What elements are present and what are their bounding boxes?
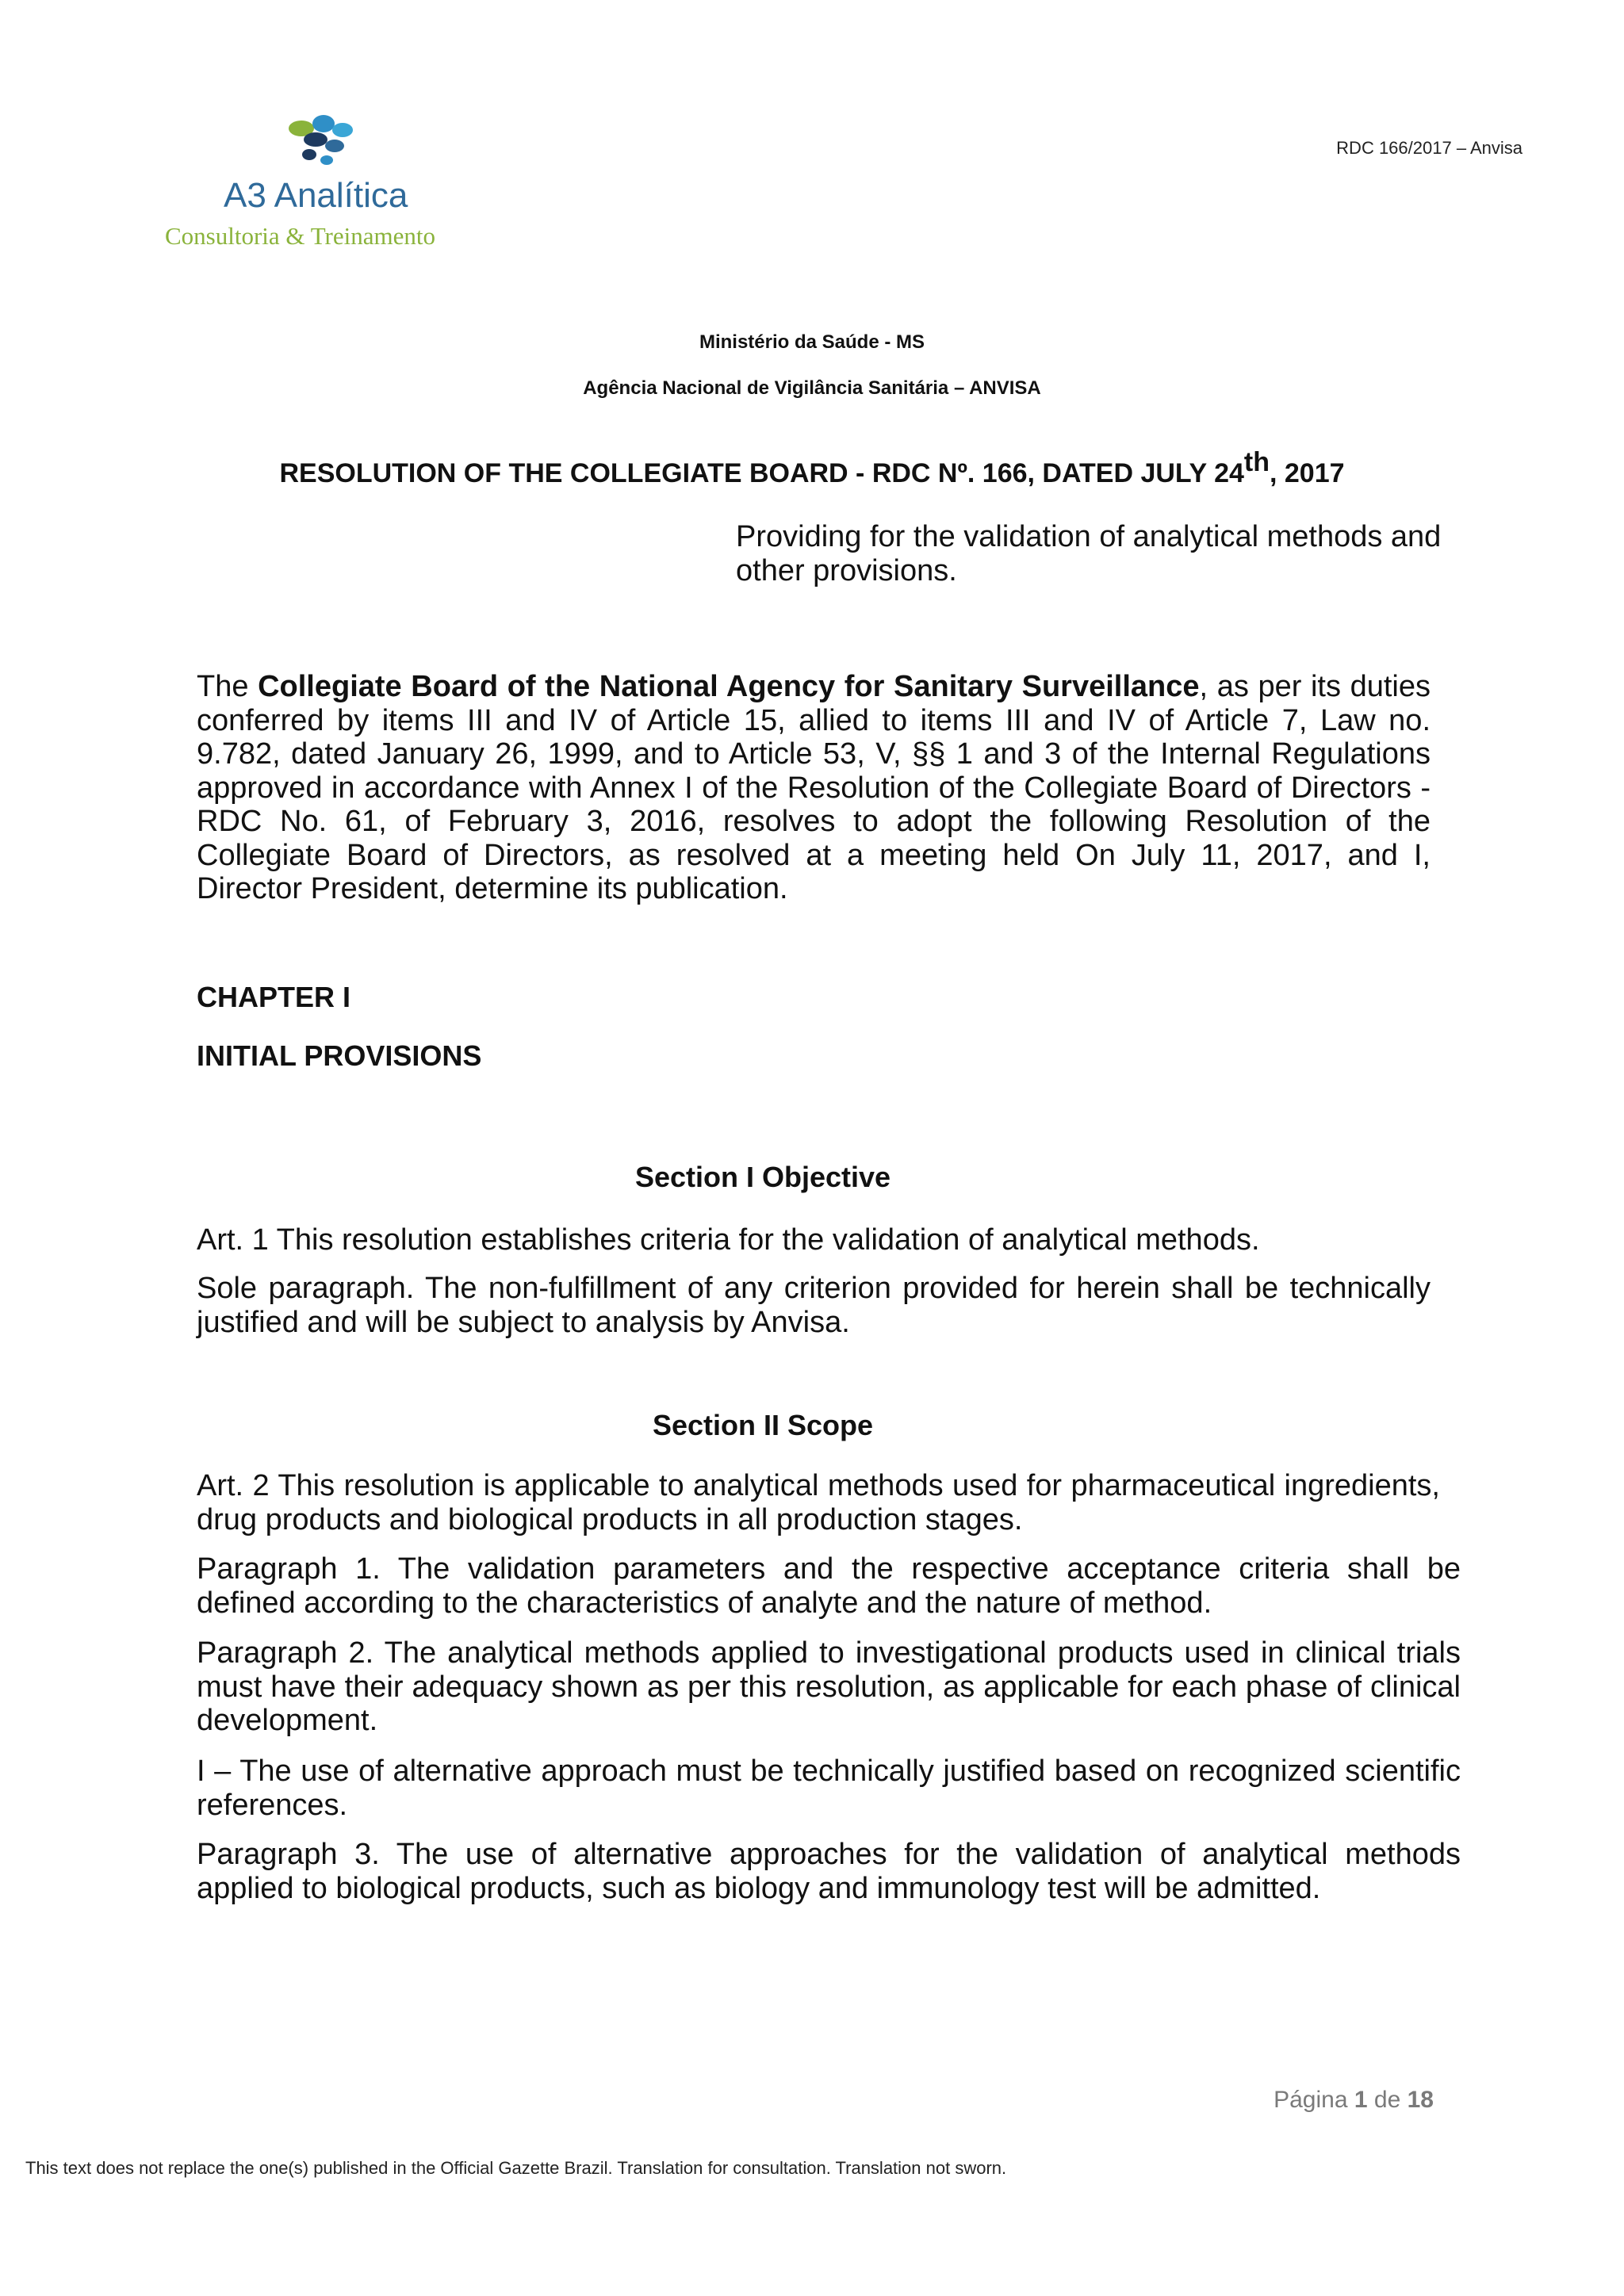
ministry-name: Ministério da Saúde - MS	[699, 331, 925, 353]
page-number	[1274, 2087, 1434, 2114]
paragraph-1: Paragraph 1. The validation parameters and the respective acceptance criteria shall be defined according to the characteristics of analyte and the nature of method.	[197, 1552, 1461, 1620]
resolution-title	[0, 447, 1624, 489]
section-2-heading: Section II Scope	[652, 1409, 874, 1441]
logo-tagline: Consultoria & Treinamento	[165, 222, 435, 250]
title-tail: , 2017	[1269, 458, 1345, 488]
chapter-heading: CHAPTER I	[197, 981, 351, 1013]
sole-paragraph: Sole paragraph. The non-fulfillment of any criterion provided for herein shall be technically justified and will be subject to analysis by Anvisa.	[197, 1272, 1431, 1339]
page-total: 18	[1407, 2087, 1434, 2113]
preamble-lead: The	[197, 670, 259, 703]
chapter-title: INITIAL PROVISIONS	[197, 1039, 482, 1072]
item-i: I – The use of alternative approach must be technically justified based on recognized scientific references.	[197, 1755, 1461, 1822]
title-superscript: th	[1243, 447, 1270, 477]
company-logo	[159, 111, 492, 254]
paragraph-3: Paragraph 3. The use of alternative approaches for the validation of analytical methods applied to biological products, such as biology and immunology test will be admitted.	[197, 1838, 1461, 1905]
agency-name: Agência Nacional de Vigilância Sanitária – ANVISA	[583, 377, 1041, 399]
article-2: Art. 2 This resolution is applicable to analytical methods used for pharmaceutical ingredients, drug products and biological products in all production stages.	[197, 1469, 1440, 1536]
preamble-rest: , as per its duties conferred by items III and IV of Article 15, allied to items III and IV of Article 7, Law no. 9.782, dated January 26, 1999, and to Article 53, V, §§ 1 and 3 of the Internal Regulations approved in accordance with Annex I of the Resolution of the Collegiate Board of Directors - RDC No. 61, of February 3, 2016, resolves to adopt the following Resolution of the Collegiate Board of Directors, as resolved at a meeting held On July 11, 2017, and I, Director President, determine its publication.	[197, 670, 1431, 905]
page-label: Página	[1274, 2087, 1348, 2113]
article-1: Art. 1 This resolution establishes criteria for the validation of analytical methods.	[197, 1223, 1260, 1257]
page-sep: de	[1373, 2087, 1401, 2113]
paragraph-2: Paragraph 2. The analytical methods applied to investigational products used in clinical trials must have their adequacy shown as per this resolution, as applicable for each phase of clinical development.	[197, 1636, 1461, 1737]
section-1-heading: Section I Objective	[634, 1161, 891, 1193]
logo-mark-icon	[278, 111, 365, 174]
page-current: 1	[1354, 2087, 1368, 2113]
preamble-bold: Collegiate Board of the National Agency for Sanitary Surveillance	[258, 670, 1200, 703]
footer-disclaimer: This text does not replace the one(s) published in the Official Gazette Brazil. Translation for consultation. Translation not sworn.	[25, 2158, 1007, 2178]
logo-name: A3 Analítica	[224, 176, 408, 215]
header-reference: RDC 166/2017 – Anvisa	[1336, 138, 1522, 158]
preamble-paragraph	[197, 670, 1431, 906]
resolution-summary: Providing for the validation of analytical methods and other provisions.	[736, 520, 1442, 587]
title-main: RESOLUTION OF THE COLLEGIATE BOARD - RDC Nº. 166, DATED JULY 24	[279, 458, 1244, 488]
